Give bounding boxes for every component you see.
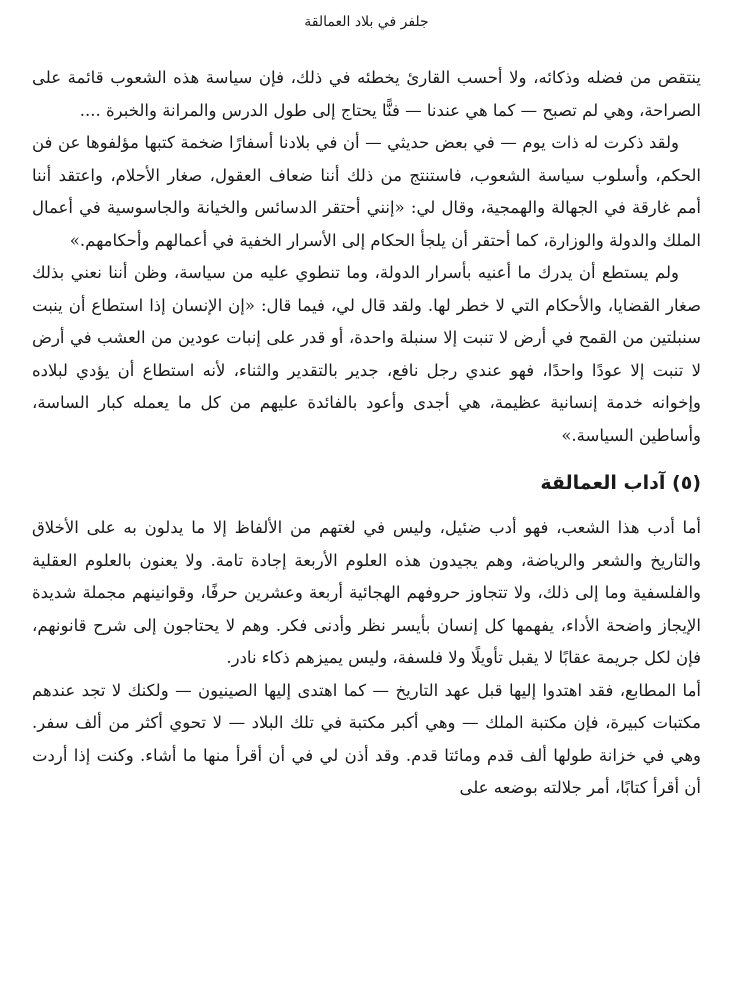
paragraph: ينتقص من فضله وذكائه، ولا أحسب القارئ يخطئه في ذلك، فإن سياسة هذه الشعوب قائمة على الصراحة، وهي لم تصبح — كما هي عندنا — فنًّا يحتاج إلى طول الدرس والمرانة والخبرة .... xyxy=(32,68,701,120)
running-header: جلفر في بلاد العمالقة xyxy=(304,14,429,30)
section-heading: (٥) آداب العمالقة xyxy=(540,472,701,494)
paragraph: ولم يستطع أن يدرك ما أعنيه بأسرار الدولة، وما تنطوي عليه من سياسة، وظن أننا نعني بذلك صغار القضايا، والأحكام التي لا خطر لها. ولقد قال لي، فيما قال: «إن الإنسان إذا استطاع أن ينبت سنبلتين من القمح في أرض لا تنبت إلا سنبلة واحدة، أو قدر على إنبات عودين من العشب في أرض لا تنبت إلا عودًا واحدًا، فهو عندي رجل نافع، جدير بالتقدير والثناء، لأنه استطاع أن يؤدي لبلاده وإخوانه خدمة إنسانية عظيمة، هي أجدى وأعود بالفائدة عليهم من كل ما يعمله كبار الساسة، وأساطين السياسة.» xyxy=(32,263,701,445)
book-page xyxy=(32,0,701,1000)
paragraph: أما أدب هذا الشعب، فهو أدب ضئيل، وليس في لغتهم من الألفاظ إلا ما يدلون به على الأخلاق والتاريخ والشعر والرياضة، وهم يجيدون هذه العلوم الأربعة إجادة تامة. ولا يعنون بالعلوم العقلية والفلسفية وما إلى ذلك، ولا تتجاوز حروفهم الهجائية أربعة وعشرين حرفًا، وقوانينهم مجملة شديدة الإيجاز واضحة الأداء، يفهمها كل إنسان بأيسر نظر وأدنى فكر. وهم لا يحتاجون إلى شرح قانونهم، فإن لكل جريمة عقابًا لا يقبل تأويلًا ولا فلسفة، وليس يميزهم ذكاء نادر. xyxy=(32,518,701,667)
paragraph: أما المطابع، فقد اهتدوا إليها قبل عهد التاريخ — كما اهتدى إليها الصينيون — ولكنك لا تجد عندهم مكتبات كبيرة، فإن مكتبة الملك — وهي أكبر مكتبة في تلك البلاد — لا تحوي أكثر من ألف سفر. وهي في خزانة طولها ألف قدم ومائتا قدم. وقد أذن لي في أن أقرأ منها ما أشاء. وكنت إذا أردت أن أقرأ كتابًا، أمر جلالته بوضعه على xyxy=(32,680,701,797)
body-text xyxy=(32,62,701,805)
paragraph: ولقد ذكرت له ذات يوم — في بعض حديثي — أن في بلادنا أسفارًا ضخمة كتبها مؤلفوها عن فن الحكم، وأسلوب سياسة الشعوب، فاستنتج من ذلك أننا ضعاف العقول، صغار الأحلام، واعتقد أننا أمم غارقة في الجهالة والهمجية، وقال لي: «إنني أحتقر الدسائس والخيانة والجاسوسية في أعمال الملك والدولة والوزارة، كما أحتقر أن يلجأ الحكام إلى الأسرار الخفية في أعمالهم وأحكامهم.» xyxy=(32,133,701,250)
